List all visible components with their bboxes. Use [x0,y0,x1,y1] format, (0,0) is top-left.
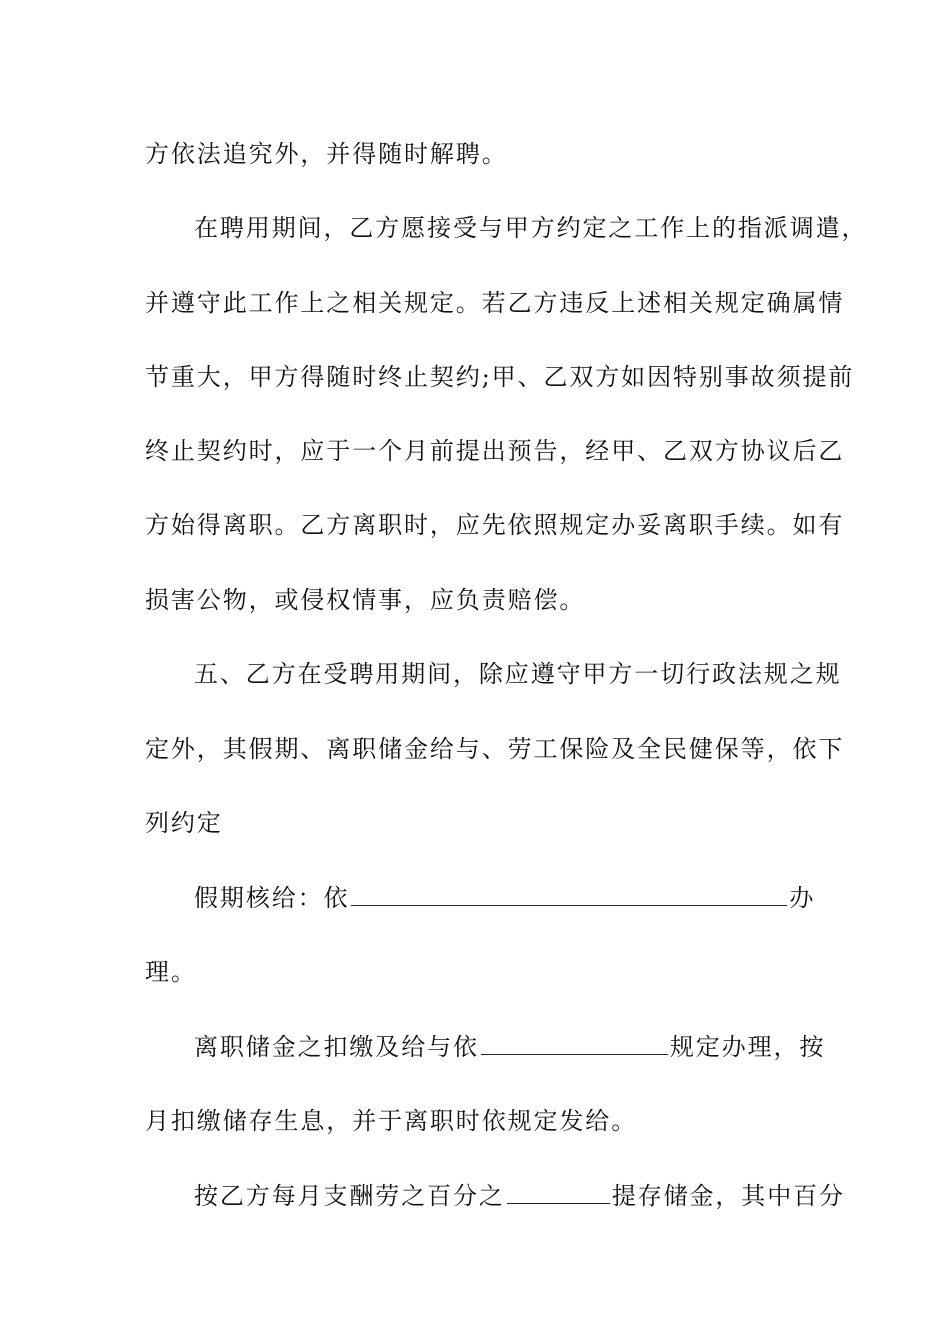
percent-blank [507,1181,610,1204]
text-line-1: 方依法追究外，并得随时解聘。 [145,140,508,168]
text-line-9: 定外，其假期、离职储金给与、劳工保险及全民健保等，依下 [145,735,845,763]
savings-text-before: 离职储金之扣缴及给与依 [194,1033,479,1061]
vacation-text-after: 办 [789,884,816,912]
text-line-8: 五、乙方在受聘用期间，除应遵守甲方一切行政法规之规 [194,660,842,688]
percent-text-before: 按乙方每月支酬劳之百分之 [194,1182,505,1210]
text-line-4: 节重大，甲方得随时终止契约;甲、乙双方如因特别事故须提前 [145,363,855,391]
text-line-3: 并遵守此工作上之相关规定。若乙方违反上述相关规定确属情 [145,289,845,317]
text-line-5: 终止契约时，应于一个月前提出预告，经甲、乙双方协议后乙 [145,437,845,465]
savings-text-after: 规定办理，按 [669,1033,826,1061]
text-line-7: 损害公物，或侵权情事，应负责赔偿。 [145,586,586,614]
vacation-text-before: 假期核给：依 [194,884,350,912]
percent-line [194,1176,864,1216]
percent-text-after: 提存储金，其中百分 [611,1182,845,1210]
vacation-line [194,878,864,918]
text-line-10: 列约定 [145,809,223,837]
text-line-6: 方始得离职。乙方离职时，应先依照规定办妥离职手续。如有 [145,511,845,539]
text-line-2: 在聘用期间，乙方愿接受与甲方约定之工作上的指派调遣， [194,214,868,242]
text-line-12: 月扣缴储存生息，并于离职时依规定发给。 [145,1107,638,1135]
text-line-11: 理。 [145,958,197,986]
vacation-blank [351,883,787,906]
savings-blank [481,1032,668,1055]
savings-line [194,1027,864,1067]
